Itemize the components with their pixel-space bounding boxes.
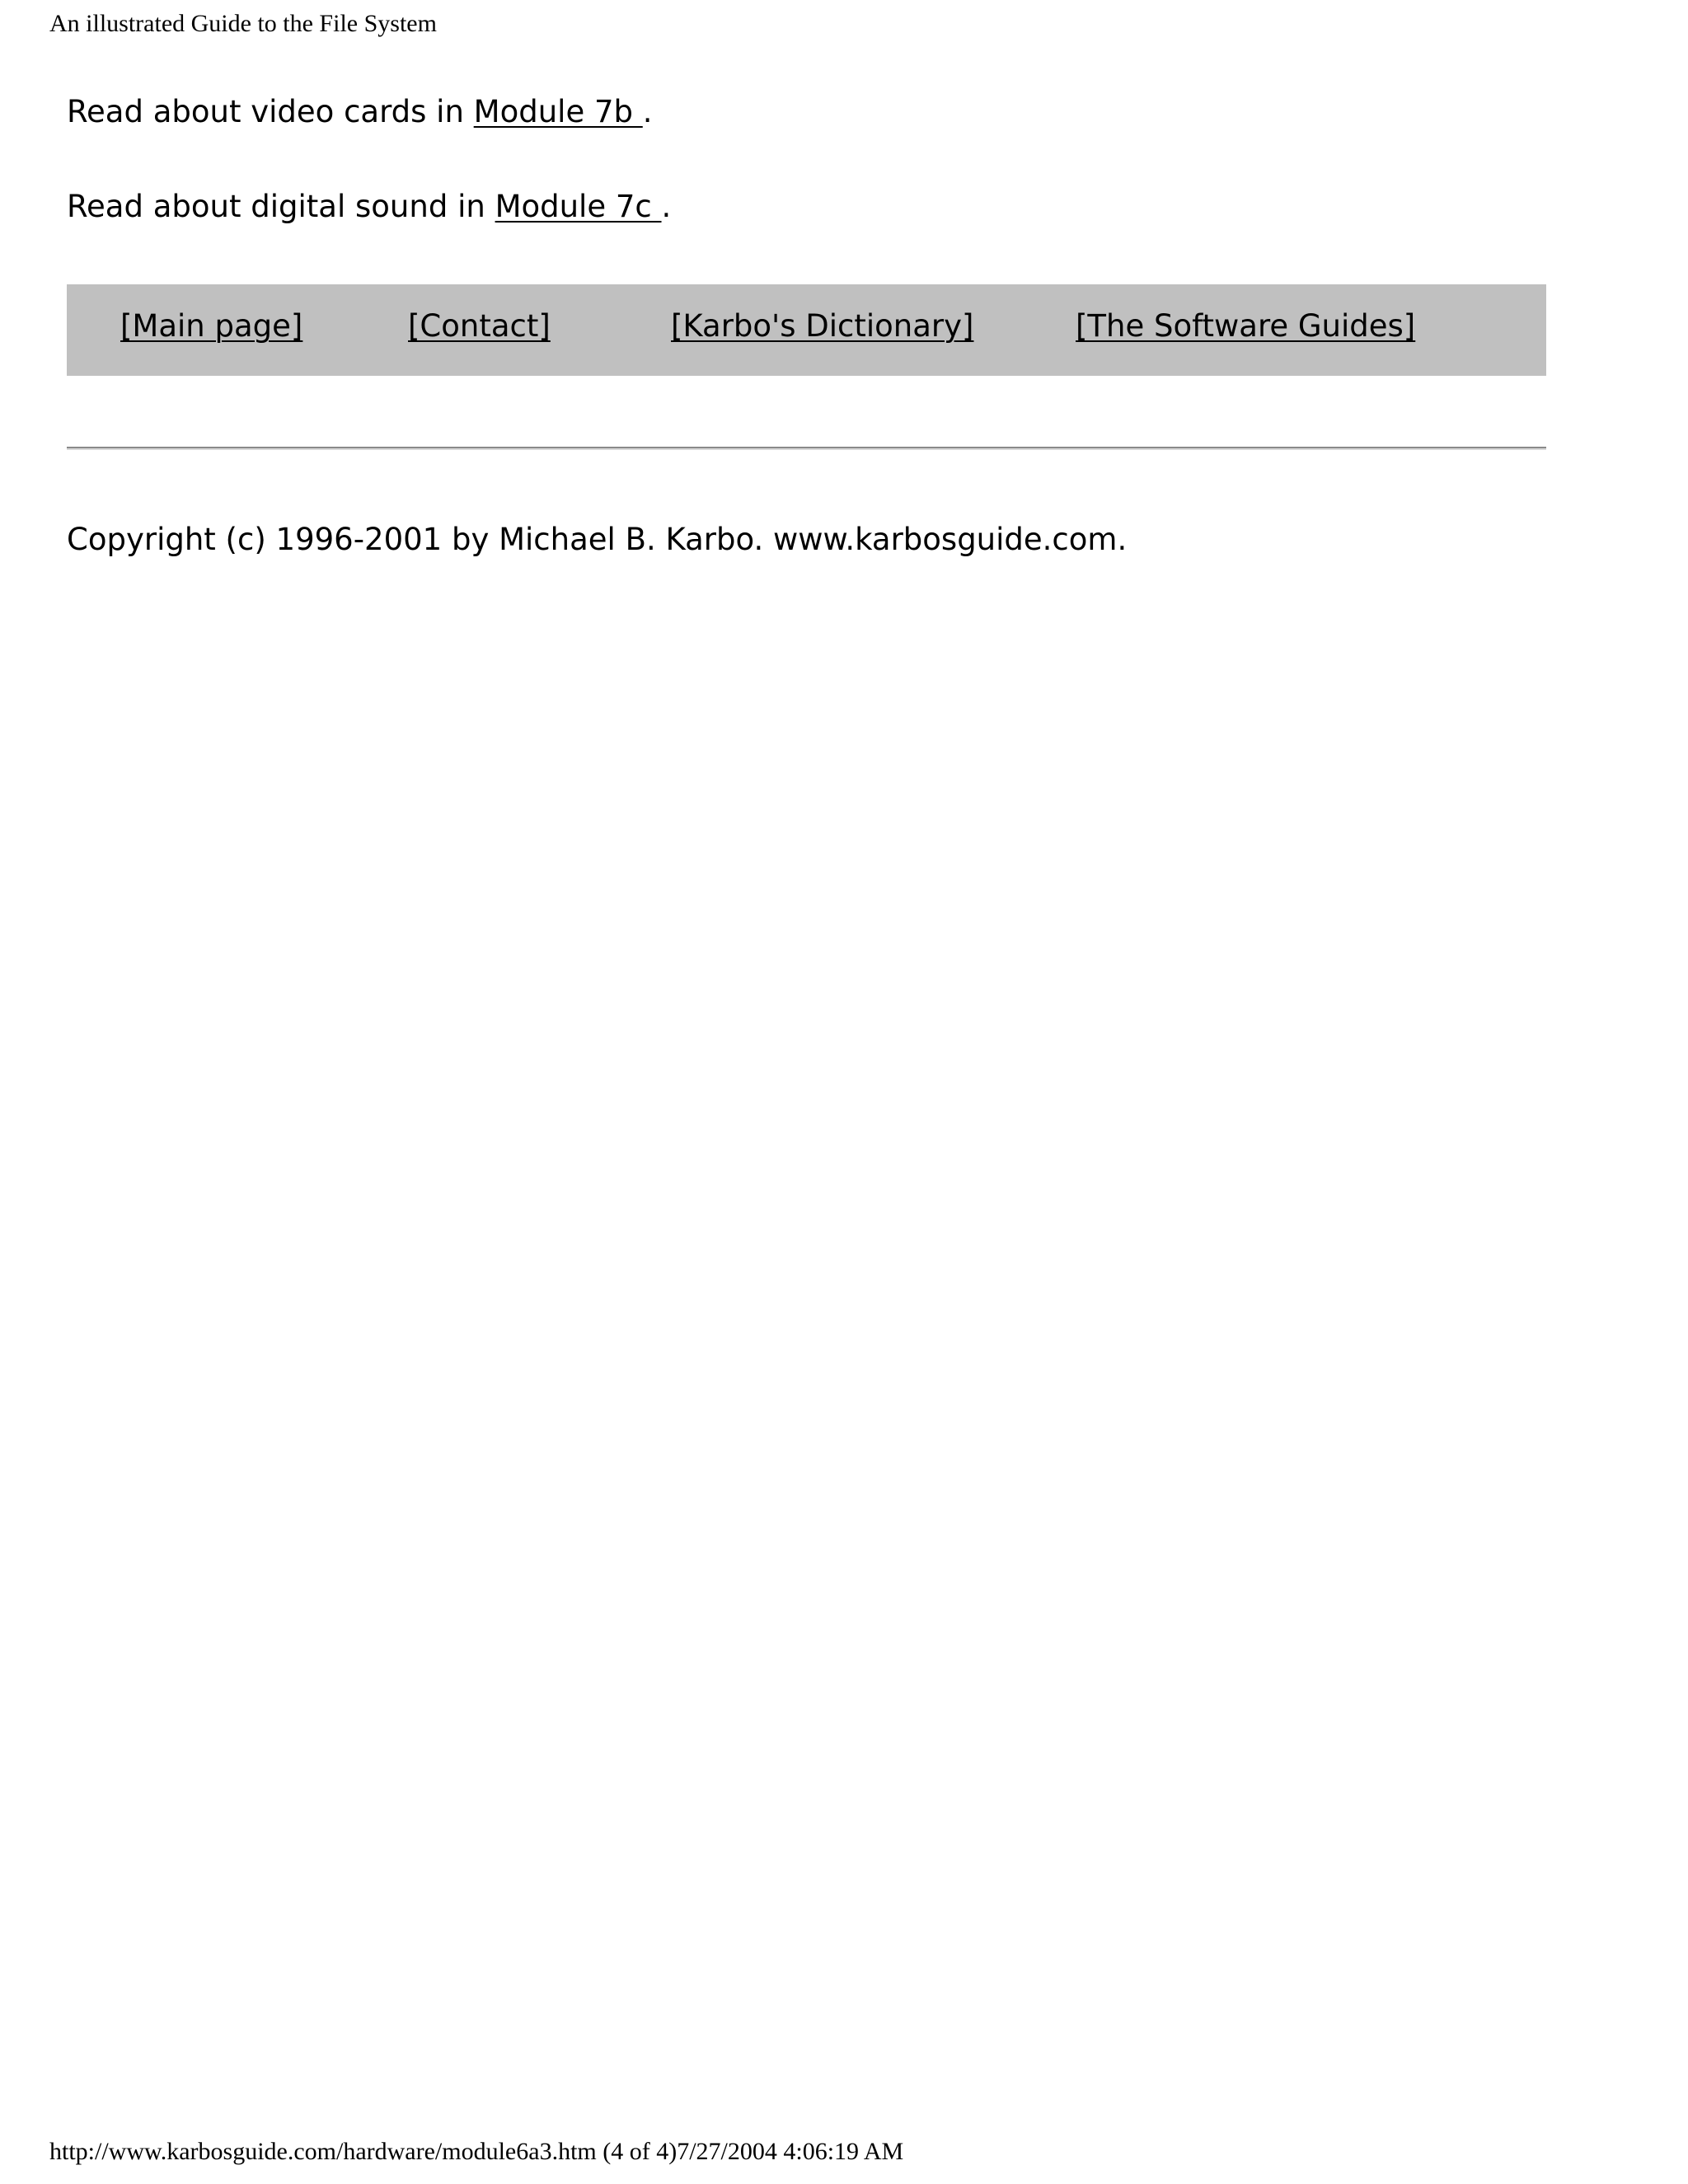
- module-7c-link[interactable]: Module 7c: [495, 189, 662, 224]
- nav-link-contact[interactable]: [Contact]: [408, 308, 551, 344]
- nav-link-main-page[interactable]: [Main page]: [120, 308, 303, 344]
- paragraph-video-suffix: .: [642, 94, 653, 129]
- nav-link-software-guides[interactable]: [The Software Guides]: [1076, 308, 1416, 344]
- paragraph-video-prefix: Read about video cards in: [67, 94, 474, 129]
- nav-link-dictionary[interactable]: [Karbo's Dictionary]: [671, 308, 974, 344]
- module-7b-link[interactable]: Module 7b: [473, 94, 643, 129]
- print-header-title: An illustrated Guide to the File System: [49, 10, 437, 37]
- navigation-bar: [67, 284, 1546, 376]
- paragraph-sound-prefix: Read about digital sound in: [67, 189, 495, 224]
- paragraph-sound-suffix: .: [661, 189, 672, 224]
- paragraph-digital-sound: [67, 187, 671, 227]
- horizontal-rule: [67, 447, 1546, 450]
- copyright-notice: Copyright (c) 1996-2001 by Michael B. Karbo. www.karbosguide.com.: [67, 522, 1128, 557]
- paragraph-video-cards: [67, 92, 653, 132]
- print-footer-url: http://www.karbosguide.com/hardware/module6a3.htm (4 of 4)7/27/2004 4:06:19 AM: [49, 2138, 904, 2165]
